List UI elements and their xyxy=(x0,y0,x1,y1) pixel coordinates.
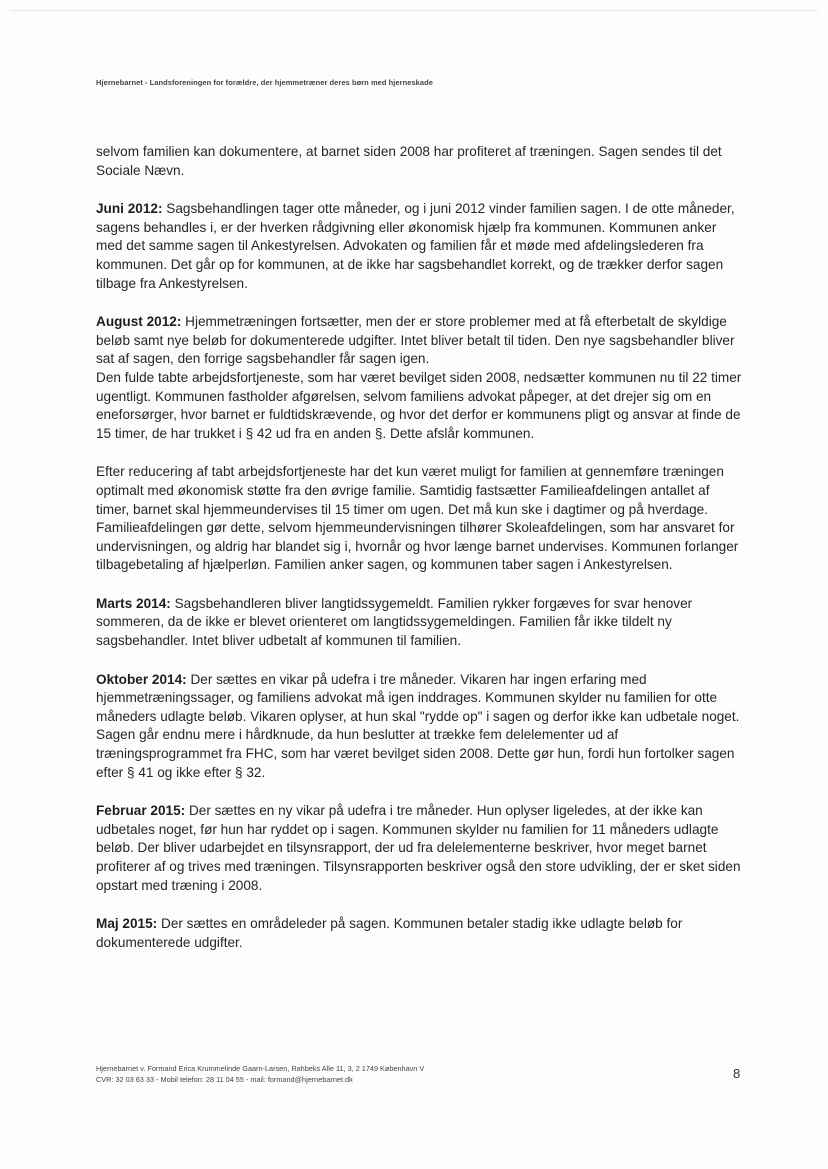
section-marts-2014 xyxy=(96,595,746,651)
section-reducering xyxy=(96,463,746,575)
date-label: Maj 2015: xyxy=(96,916,158,932)
page-number: 8 xyxy=(733,1066,741,1081)
top-rule xyxy=(10,10,818,11)
section-text: Hjemmetræningen fortsætter, men der er store problemer med at få efterbetalt de skyldige beløb samt nye beløb for dokumenterede udgifter. Intet bliver betalt til tiden. Den nye sagsbehandler bliver sat af sagen, den forrige sagsbehandler får sagen igen. xyxy=(96,314,735,367)
section-text: Der sættes en vikar på udefra i tre måneder. Vikaren har ingen erfaring med hjemmetræningssager, og familiens advokat må igen inddrages. Kommunen skylder nu familien for otte måneders udlagte beløb. Vikaren oplyser, at hun skal "rydde op" i sagen og derfor ikke kan udbetale noget. Sagen går endnu mere i hårdknude, da hun beslutter at trække fem delelementer ud af træningsprogrammet fra FHC, som har været bevilget siden 2008. Dette gør hun, fordi hun fortolker sagen efter § 41 og ikke efter § 32. xyxy=(96,671,740,780)
section-text: Sagsbehandlingen tager otte måneder, og i juni 2012 vinder familien sagen. I de otte måneder, sagens behandles i, er der hverken rådgivning eller økonomisk hjælp fra kommunen. Kommunen anker med det samme sagen til Ankestyrelsen. Advokaten og familien får et møde med afdelingslederen fra kommunen. Det går op for kommunen, at de ikke har sagsbehandlet korrekt, og de trækker derfor sagen tilbage fra Ankestyrelsen. xyxy=(96,201,735,291)
document-body xyxy=(96,143,746,972)
section-text: Der sættes en ny vikar på udefra i tre måneder. Hun oplyser ligeledes, at der ikke kan udbetales noget, før hun har ryddet op i sagen. Kommunen skylder nu familien for 11 måneders udlagte beløb. Der bliver udarbejdet en tilsynsrapport, der ud fra delelementerne beskriver, hvor meget barnet profiterer af og trives med træningen. Tilsynsrapporten beskriver også den store udvikling, der er sket siden opstart med træning i 2008. xyxy=(96,803,741,893)
section-text: Sagsbehandleren bliver langtidssygemeldt. Familien rykker forgæves for svar henover sommeren, da de ikke er blevet orienteret om langtidssygemeldingen. Familien får ikke tildelt ny sagsbehandler. Intet bliver udbetalt af kommunen til familien. xyxy=(96,595,693,649)
date-label: August 2012: xyxy=(96,314,182,330)
date-label: Marts 2014: xyxy=(96,595,171,611)
footer xyxy=(96,1064,424,1085)
section-text: Efter reducering af tabt arbejdsfortjeneste har det kun været muligt for familien at gennemføre træningen optimalt med økonomisk støtte fra den øvrige familie. Samtidig fastsætter Familieafdelingen antallet af timer, barnet skal hjemmeundervises til 15 timer om ugen. Det må kun ske i dagtimer og på hverdage. Familieafdelingen gør dette, selvom hjemmeundervisningen tilhører Skoleafdelingen, som har ansvaret for undervisningen, og aldrig har blandet sig i, hvornår og hvor længe barnet undervises. Kommunen forlanger tilbagebetaling af hjælperløn. Familien anker sagen, og kommunen taber sagen i Ankestyrelsen. xyxy=(96,464,739,573)
intro-paragraph: selvom familien kan dokumentere, at barnet siden 2008 har profiteret af træningen. Sagen sendes til det Sociale Nævn. xyxy=(96,144,722,178)
section-august-2012 xyxy=(96,313,746,443)
section-oktober-2014 xyxy=(96,671,746,783)
date-label: Juni 2012: xyxy=(96,201,163,217)
section-text: Den fulde tabte arbejdsfortjeneste, som har været bevilget siden 2008, nedsætter kommunen nu til 22 timer ugentligt. Kommunen fastholder afgørelsen, selvom familiens advokat påpeger, at det drejer sig om en eneforsørger, hvor barnet er fuldtidskrævende, og hvor det derfor er kommunens pligt og ansvar at finde de 15 timer, de har trukket i § 42 ud fra en anden §. Dette afslår kommunen. xyxy=(96,369,742,441)
date-label: Oktober 2014: xyxy=(96,671,187,687)
section-juni-2012 xyxy=(96,200,746,293)
footer-contact: CVR: 32 03 63 33 - Mobil telefon: 28 11 04 55 - mail: formand@hjernebarnet.dk xyxy=(96,1074,353,1084)
organization-header: Hjernebarnet - Landsforeningen for forældre, der hjemmetræner deres børn med hjerneskade xyxy=(96,78,433,87)
footer-address: Hjernebarnet v. Formand Erica Krummelinde Gaarn-Larsen, Rahbeks Alle 11, 3, 2 1749 København V xyxy=(96,1064,425,1073)
section-maj-2015 xyxy=(96,915,746,952)
section-februar-2015 xyxy=(96,802,746,895)
date-label: Februar 2015: xyxy=(96,803,186,819)
section-text: Der sættes en områdeleder på sagen. Kommunen betaler stadig ikke udlagte beløb for dokumenterede udgifter. xyxy=(96,916,683,950)
